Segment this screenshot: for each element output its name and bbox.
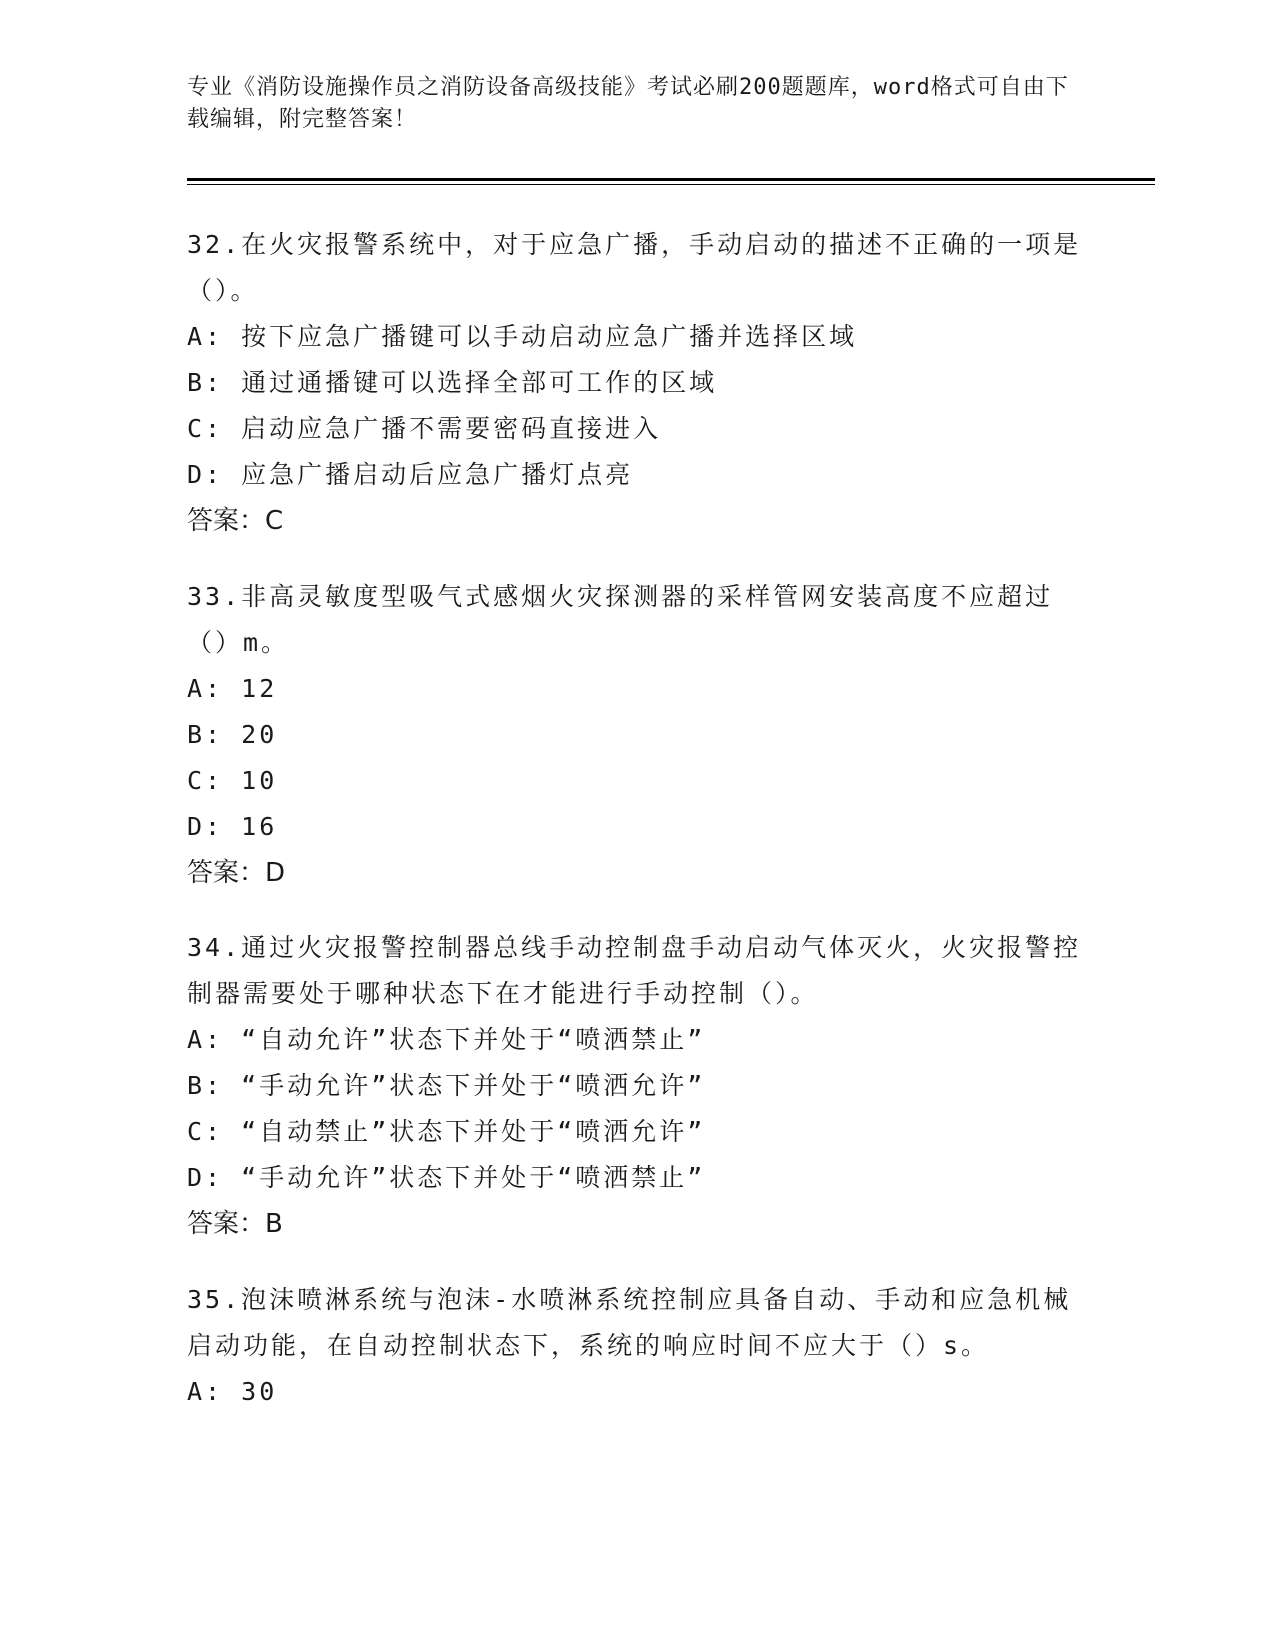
option-c: C: 10 [187,766,278,795]
header-divider-thin [187,184,1155,185]
option-a: A: 按下应急广播键可以手动启动应急广播并选择区域 [187,322,858,351]
answer: 答案：B [187,1209,283,1239]
option-d: D: 16 [187,812,278,841]
question-33 [187,574,1087,896]
question-text: 34.通过火灾报警控制器总线手动控制盘手动启动气体灭火，火灾报警控制器需要处于哪种状态下在才能进行手动控制（）。 [187,933,1082,1008]
option-a: A: 12 [187,674,278,703]
answer: 答案：D [187,858,286,888]
document-header: 专业《消防设施操作员之消防设备高级技能》考试必刷200题题库，word格式可自由下载编辑，附完整答案！ [187,75,1069,132]
question-text: 32.在火灾报警系统中，对于应急广播，手动启动的描述不正确的一项是（）。 [187,230,1082,305]
header-divider-thick [187,178,1155,181]
question-35 [187,1277,1087,1415]
option-b: B: “手动允许”状态下并处于“喷洒允许” [187,1071,706,1100]
question-text: 35.泡沫喷淋系统与泡沫-水喷淋系统控制应具备自动、手动和应急机械启动功能，在自动控制状态下，系统的响应时间不应大于（）s。 [187,1285,1072,1360]
option-a: A: 30 [187,1377,278,1406]
option-d: D: 应急广播启动后应急广播灯点亮 [187,460,634,489]
option-a: A: “自动允许”状态下并处于“喷洒禁止” [187,1025,706,1054]
option-c: C: 启动应急广播不需要密码直接进入 [187,414,662,443]
answer: 答案：C [187,506,284,536]
option-b: B: 20 [187,720,278,749]
question-34 [187,925,1087,1247]
option-c: C: “自动禁止”状态下并处于“喷洒允许” [187,1117,706,1146]
option-d: D: “手动允许”状态下并处于“喷洒禁止” [187,1163,706,1192]
option-b: B: 通过通播键可以选择全部可工作的区域 [187,368,718,397]
question-text: 33.非高灵敏度型吸气式感烟火灾探测器的采样管网安装高度不应超过（）m。 [187,582,1054,657]
question-32 [187,222,1087,544]
